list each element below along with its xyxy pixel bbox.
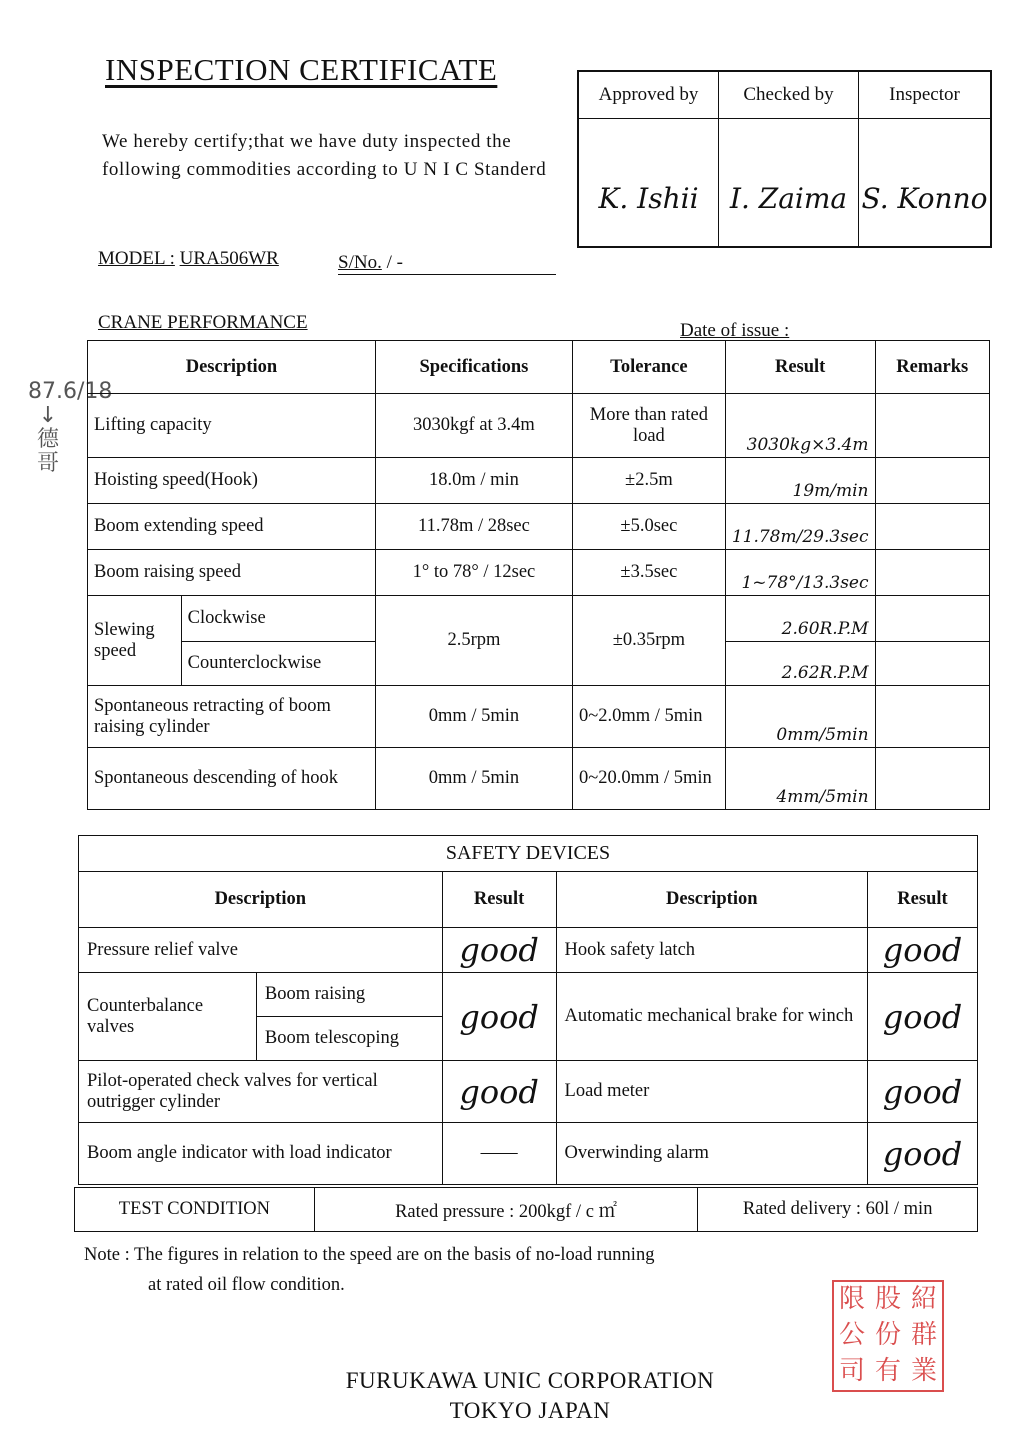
row-remarks <box>875 458 989 504</box>
hook-latch-desc: Hook safety latch <box>556 928 867 973</box>
row-result: 4mm/5min <box>725 748 875 810</box>
table-row <box>75 1188 978 1232</box>
row-tolerance: ±2.5m <box>572 458 725 504</box>
header-description: Description <box>88 341 376 394</box>
checked-signature: I. Zaima <box>729 182 848 215</box>
note-line-2: at rated oil flow condition. <box>148 1275 345 1295</box>
header-tolerance: Tolerance <box>572 341 725 394</box>
table-row <box>88 458 990 504</box>
row-result: 11.78m/29.3sec <box>725 504 875 550</box>
row-tolerance: More than rated load <box>572 394 725 458</box>
table-row <box>88 748 990 810</box>
table-row <box>79 973 978 1017</box>
table-row <box>79 928 978 973</box>
boom-angle-desc: Boom angle indicator with load indicator <box>79 1123 443 1185</box>
slewing-clockwise: Clockwise <box>181 596 375 642</box>
approval-box <box>577 70 992 248</box>
row-remarks <box>875 748 989 810</box>
serial-label: S/No. <box>338 252 382 273</box>
safety-header-description-2: Description <box>556 872 867 928</box>
table-header-row <box>88 341 990 394</box>
stamp-char: 限 <box>838 1284 865 1314</box>
stamp-char: 群 <box>910 1320 937 1350</box>
counterbalance-desc: Counterbalance valves <box>79 973 257 1061</box>
row-spec: 0mm / 5min <box>375 686 572 748</box>
overwinding-desc: Overwinding alarm <box>556 1123 867 1185</box>
crane-performance-label: CRANE PERFORMANCE <box>98 312 308 333</box>
table-row <box>88 504 990 550</box>
serial-line <box>338 252 403 274</box>
row-tolerance: ±0.35rpm <box>572 596 725 686</box>
approved-header: Approved by <box>579 72 718 119</box>
pressure-relief-result: good <box>442 928 556 973</box>
serial-value: / - <box>386 252 403 273</box>
model-line <box>98 248 279 270</box>
row-spec: 0mm / 5min <box>375 748 572 810</box>
header-result: Result <box>725 341 875 394</box>
row-description: Spontaneous retracting of boom raising cylinder <box>88 686 376 748</box>
row-remarks <box>875 596 989 642</box>
table-row <box>88 686 990 748</box>
row-remarks <box>875 550 989 596</box>
counterbalance-boom-raising: Boom raising <box>256 973 442 1017</box>
header-specifications: Specifications <box>375 341 572 394</box>
stamp-char: 司 <box>838 1356 865 1386</box>
safety-header-description: Description <box>79 872 443 928</box>
stamp-char: 紹 <box>910 1284 937 1314</box>
checked-column <box>719 72 859 246</box>
row-description: Boom extending speed <box>88 504 376 550</box>
row-tolerance: 0~20.0mm / 5min <box>572 748 725 810</box>
row-result: 2.62R.P.M <box>725 642 875 686</box>
stamp-char: 份 <box>874 1320 901 1350</box>
table-row <box>79 1123 978 1185</box>
row-spec: 3030kgf at 3.4m <box>375 394 572 458</box>
row-remarks <box>875 642 989 686</box>
model-value: URA506WR <box>179 248 279 269</box>
slewing-counterclockwise: Counterclockwise <box>181 642 375 686</box>
load-meter-result: good <box>867 1061 977 1123</box>
pilot-check-desc: Pilot-operated check valves for vertical outrigger cylinder <box>79 1061 443 1123</box>
header-remarks: Remarks <box>875 341 989 394</box>
safety-devices-table <box>78 835 978 1185</box>
row-spec: 18.0m / min <box>375 458 572 504</box>
row-remarks <box>875 394 989 458</box>
row-result: 1~78°/13.3sec <box>725 550 875 596</box>
row-tolerance: ±3.5sec <box>572 550 725 596</box>
row-description: Lifting capacity <box>88 394 376 458</box>
inspector-signature: S. Konno <box>861 182 988 215</box>
counterbalance-result: good <box>442 973 556 1061</box>
footer-location: TOKYO JAPAN <box>449 1398 611 1423</box>
pilot-check-result: good <box>442 1061 556 1123</box>
inspector-header: Inspector <box>859 72 990 119</box>
crane-performance-table <box>87 340 990 810</box>
approved-signature: K. Ishii <box>598 182 699 215</box>
row-spec: 2.5rpm <box>375 596 572 686</box>
table-row <box>79 1061 978 1123</box>
rated-delivery: Rated delivery : 60l / min <box>698 1188 978 1232</box>
note-line-1: Note : The figures in relation to the speed are on the basis of no-load running <box>84 1245 655 1265</box>
stamp-char: 股 <box>874 1284 901 1314</box>
safety-title-row <box>79 836 978 872</box>
stamp-char: 公 <box>838 1320 865 1350</box>
row-remarks <box>875 686 989 748</box>
test-condition-label: TEST CONDITION <box>75 1188 315 1232</box>
date-of-issue: Date of issue : <box>680 320 790 341</box>
row-tolerance: ±5.0sec <box>572 504 725 550</box>
checked-header: Checked by <box>719 72 858 119</box>
footer-company: FURUKAWA UNIC CORPORATION <box>345 1368 715 1393</box>
safety-header-result: Result <box>442 872 556 928</box>
model-label: MODEL : <box>98 248 175 269</box>
safety-header-result-2: Result <box>867 872 977 928</box>
certification-statement: We hereby certify;that we have duty inspected the following commodities according to U N I C Standerd <box>102 131 547 180</box>
row-spec: 11.78m / 28sec <box>375 504 572 550</box>
row-result: 19m/min <box>725 458 875 504</box>
note-block <box>84 1240 654 1300</box>
row-result: 0mm/5min <box>725 686 875 748</box>
document-title: INSPECTION CERTIFICATE <box>105 52 498 87</box>
slewing-speed-label: Slewing speed <box>88 596 182 686</box>
inspector-column <box>859 72 990 246</box>
counterbalance-boom-telescoping: Boom telescoping <box>256 1017 442 1061</box>
load-meter-desc: Load meter <box>556 1061 867 1123</box>
row-tolerance: 0~2.0mm / 5min <box>572 686 725 748</box>
table-row <box>88 394 990 458</box>
row-description: Boom raising speed <box>88 550 376 596</box>
stamp-char: 有 <box>874 1356 901 1386</box>
test-condition-table <box>74 1187 978 1232</box>
auto-brake-result: good <box>867 973 977 1061</box>
overwinding-result: good <box>867 1123 977 1185</box>
safety-header-row <box>79 872 978 928</box>
row-description: Spontaneous descending of hook <box>88 748 376 810</box>
row-remarks <box>875 504 989 550</box>
row-description: Hoisting speed(Hook) <box>88 458 376 504</box>
rated-pressure: Rated pressure : 200kgf / c ㎡ <box>314 1188 698 1232</box>
row-result: 3030kg×3.4m <box>725 394 875 458</box>
row-spec: 1° to 78° / 12sec <box>375 550 572 596</box>
boom-angle-result: —— <box>442 1123 556 1185</box>
row-result: 2.60R.P.M <box>725 596 875 642</box>
serial-underline <box>338 274 556 275</box>
approved-column <box>579 72 719 246</box>
table-row <box>88 550 990 596</box>
margin-handwritten-note: 87.6/18 ↓ 德哥 <box>28 379 113 476</box>
pressure-relief-desc: Pressure relief valve <box>79 928 443 973</box>
hook-latch-result: good <box>867 928 977 973</box>
stamp-char: 業 <box>910 1356 937 1386</box>
auto-brake-desc: Automatic mechanical brake for winch <box>556 973 867 1061</box>
safety-devices-label: SAFETY DEVICES <box>79 836 978 872</box>
table-row <box>88 596 990 642</box>
